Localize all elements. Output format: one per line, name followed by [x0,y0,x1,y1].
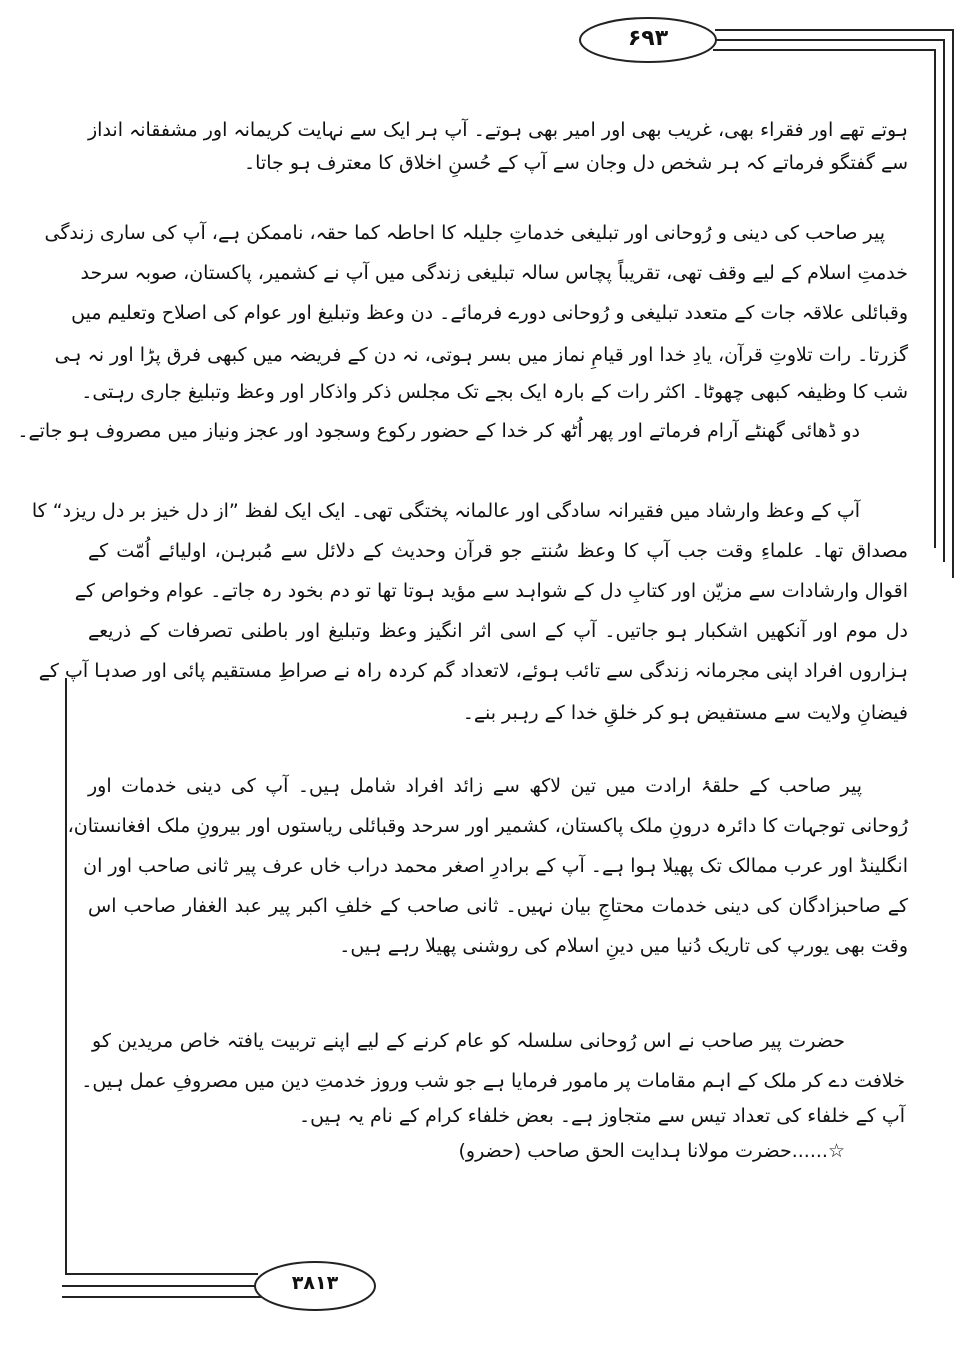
text-line: اقوال وارشادات سے مزیّن اور کتابِ دل کے شواہد سے مؤید ہوتا تھا تو دم بخود رہ جاتے۔ عوام وخواص کے [74,580,908,602]
bottom-page-number: ۳۸۱۳ [291,1272,339,1294]
text-line: وقبائلی علاقہ جات کے متعدد تبلیغی و رُوحانی دورے فرمائے۔ دن وعظ وتبلیغ اور عوام کی اصلاح وتعلیم میں [71,302,908,324]
text-line: خلافت دے کر ملک کے اہم مقامات پر مامور فرمایا ہے جو شب وروز خدمتِ دین میں مصروفِ عمل ہیں۔ [81,1070,905,1092]
text-line: فیضانِ ولایت سے مستفیض ہو کر خلقِ خدا کے رہبر بنے۔ [462,702,908,724]
text-line: سے گفتگو فرماتے کہ ہر شخص دل وجان سے آپ کے حُسنِ اخلاق کا معترف ہو جاتا۔ [244,152,908,174]
text-line: خدمتِ اسلام کے لیے وقف تھی، تقریباً پچاس سالہ تبلیغی زندگی میں آپ نے کشمیر، پاکستان، صوبہ سرحد [80,262,908,284]
list-item-khalifa: ☆......حضرت مولانا ہدایت الحق صاحب (حضرو) [458,1140,845,1162]
text-line: وقت بھی یورپ کی تاریک دُنیا میں دینِ اسلام کی روشنی پھیلا رہے ہیں۔ [339,935,908,957]
text-line: انگلینڈ اور عرب ممالک تک پھیلا ہوا ہے۔ آپ کے برادرِ اصغر محمد دراب خاں عرف پیر ثانی صاحب اور ان [83,855,908,877]
text-line: رُوحانی توجہات کا دائرہ درونِ ملک پاکستان، کشمیر اور سرحد وقبائلی ریاستوں اور بیرونِ ملک افغانستان، [67,815,908,837]
text-line: دل موم اور آنکھیں اشکبار ہو جاتیں۔ آپ کے اسی اثر انگیز وعظ وتبلیغ اور باطنی تصرفات کے ذریعے [88,620,908,642]
text-line: دو ڈھائی گھنٹے آرام فرماتے اور پھر اُٹھ کر خدا کے حضور رکوع وسجود اور عجز ونیاز میں مصروف ہو جاتے۔ [17,420,860,442]
text-line: کے صاحبزادگان کی دینی خدمات محتاجِ بیان نہیں۔ ثانی صاحب کے خلفِ اکبر پیر عبد الغفار صاحب اس [88,895,908,917]
text-line: حضرت پیر صاحب نے اس رُوحانی سلسلہ کو عام کرنے کے لیے اپنے تربیت یافتہ خاص مریدین کو [92,1030,845,1052]
text-line: مصداق تھا۔ علماءِ وقت جب آپ کا وعظ سُنتے جو قرآن وحدیث کے دلائل سے مُبرہن، اولیائے اُمّت کے [88,540,909,562]
text-line: پیر صاحب کی دینی و رُوحانی اور تبلیغی خدماتِ جلیلہ کا احاطہ کما حقہ، ناممکن ہے، آپ کی ساری زندگی [44,222,885,244]
text-line: پیر صاحب کے حلقۂ ارادت میں تین لاکھ سے زائد افراد شامل ہیں۔ آپ کی دینی خدمات اور [88,775,862,797]
text-line: شب کا وظیفہ کبھی چھوٹا۔ اکثر رات کے بارہ ایک بجے تک مجلس ذکر واذکار اور وعظ وتبلیغ جاری رہتی۔ [81,381,908,403]
text-line: ہوتے تھے اور فقراء بھی، غریب بھی اور امیر بھی ہوتے۔ آپ ہر ایک سے نہایت کریمانہ اور مشفقانہ انداز [88,119,908,141]
text-line: ہزاروں افراد اپنی مجرمانہ زندگی سے تائب ہوئے، لاتعداد گم کردہ راہ نے صراطِ مستقیم پائی اور صدہا آپ کے [38,660,908,682]
text-line: آپ کے وعظ وارشاد میں فقیرانہ سادگی اور عالمانہ پختگی تھی۔ ایک ایک لفظ ”از دل خیز بر دل ریزد“ کا [31,500,860,522]
text-line: گزرتا۔ رات تلاوتِ قرآن، یادِ خدا اور قیامِ نماز میں بسر ہوتی، نہ دن کے فریضہ میں کبھی فرق پڑا اور نہ ہی [54,344,908,366]
top-page-number: ۶۹۳ [627,26,669,51]
text-line: آپ کے خلفاء کی تعداد تیس سے متجاوز ہے۔ بعض خلفاء کرام کے نام یہ ہیں۔ [299,1105,905,1127]
